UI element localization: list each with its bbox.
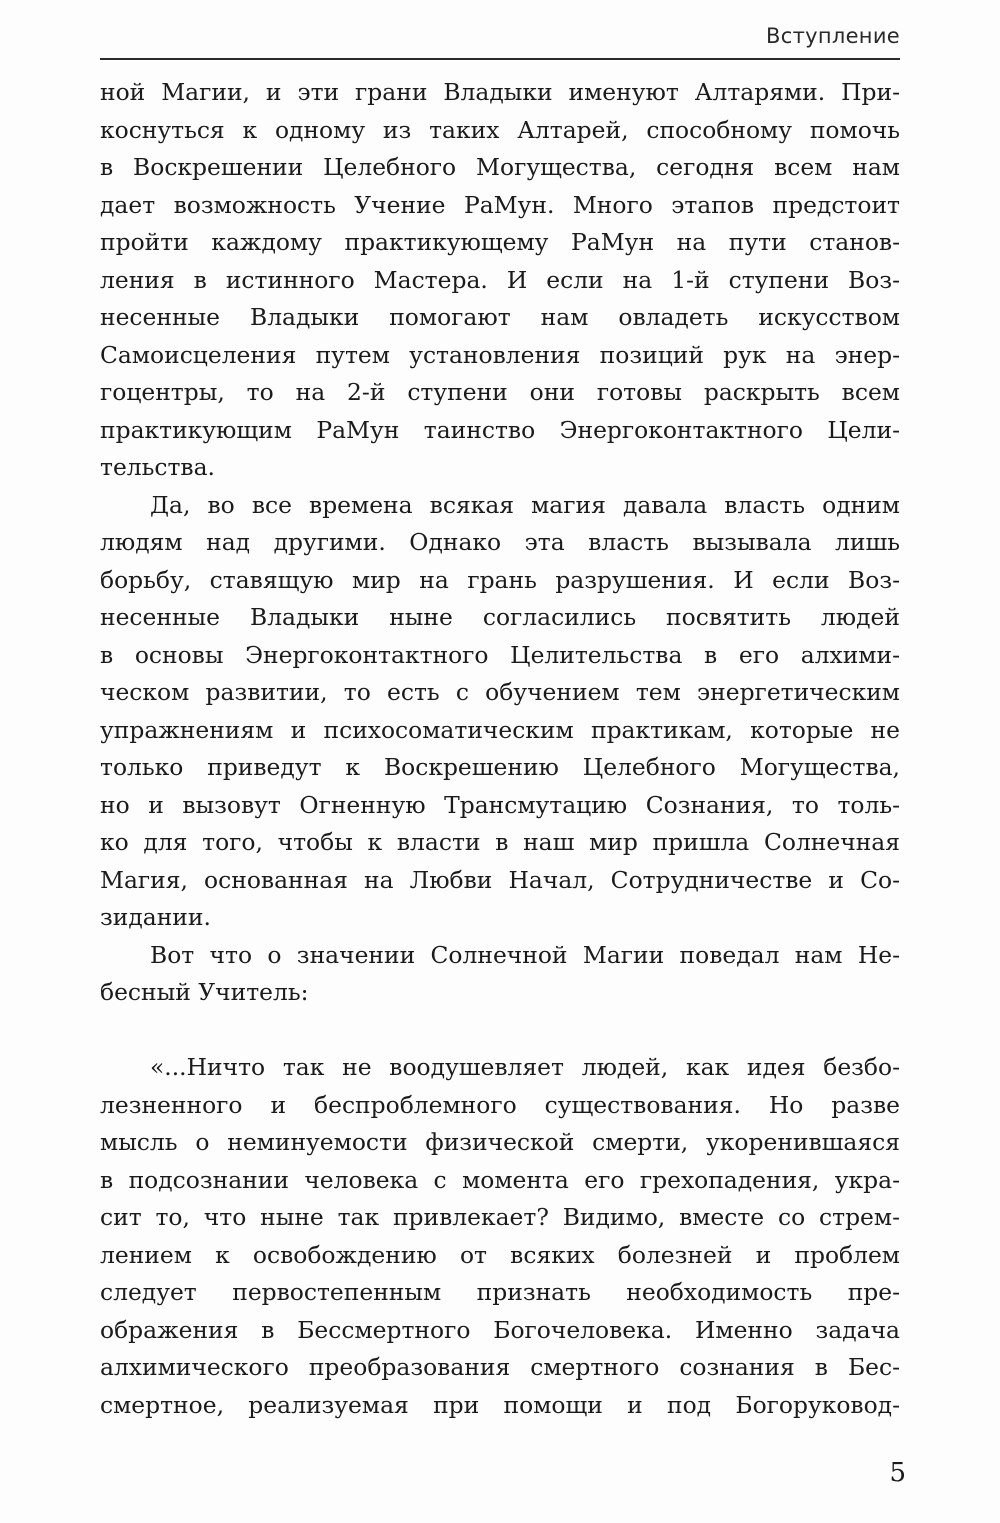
paragraph-gap xyxy=(100,1012,900,1050)
text-line: Да, во все времена всякая магия давала власть одним xyxy=(150,490,900,519)
text-line: ческом развитии, то есть с обучением тем энергетическим xyxy=(100,678,900,706)
text-line: следует первостепенным признать необходимость пре- xyxy=(100,1278,900,1306)
text-line: мысль о неминуемости физической смерти, укоренившаяся xyxy=(100,1128,900,1156)
text-line: в Воскрешении Целебного Могущества, сегодня всем нам xyxy=(100,153,900,181)
text-line: несенные Владыки ныне согласились посвятить людей xyxy=(100,603,900,631)
text-line: зидании. xyxy=(100,903,211,931)
text-line: лением к освобождению от всяких болезней и проблем xyxy=(100,1240,900,1269)
text-line: но и вызовут Огненную Трансмутацию Сознания, то толь- xyxy=(100,790,900,819)
text-line: ображения в Бессмертного Богочеловека. Именно задача xyxy=(100,1315,900,1344)
text-line: гоцентры, то на 2-й ступени они готовы раскрыть всем xyxy=(100,378,900,406)
text-line: лезненного и беспроблемного существования. Но разве xyxy=(100,1090,900,1119)
running-header xyxy=(100,22,900,60)
page-number: 5 xyxy=(889,1458,906,1488)
text-line: алхимического преобразования смертного сознания в Бес- xyxy=(100,1353,900,1381)
text-line: ко для того, чтобы к власти в наш мир пришла Солнечная xyxy=(100,828,900,856)
text-line: упражнениям и психосоматическим практикам, которые не xyxy=(100,715,900,744)
text-line: ления в истинного Мастера. И если на 1-й ступени Воз- xyxy=(100,265,900,294)
text-line: тельства. xyxy=(100,453,215,481)
text-line: людям над другими. Однако эта власть вызывала лишь xyxy=(100,528,900,556)
text-line: бесный Учитель: xyxy=(100,978,309,1006)
body-text xyxy=(100,74,900,1424)
text-line: Самоисцеления путем установления позиций рук на энер- xyxy=(100,340,900,369)
text-line: только приведут к Воскрешению Целебного Могущества, xyxy=(100,753,900,781)
text-line: в подсознании человека с момента его грехопадения, укра- xyxy=(100,1165,900,1194)
paragraph-3 xyxy=(100,937,900,1012)
text-line: несенные Владыки помогают нам овладеть искусством xyxy=(100,303,900,331)
text-line: сит то, что ныне так привлекает? Видимо, вместе со стрем- xyxy=(100,1203,900,1231)
paragraph-2 xyxy=(100,487,900,937)
text-line: Вот что о значении Солнечной Магии поведал нам Не- xyxy=(150,940,900,969)
text-line: борьбу, ставящую мир на грань разрушения. И если Воз- xyxy=(100,565,900,594)
text-line: ной Магии, и эти грани Владыки именуют Алтарями. При- xyxy=(100,78,900,106)
text-line: в основы Энергоконтактного Целительства в его алхими- xyxy=(100,640,900,669)
text-line: «...Ничто так не воодушевляет людей, как идея безбо- xyxy=(150,1053,900,1081)
chapter-title: Вступление xyxy=(766,24,900,48)
text-line: Магия, основанная на Любви Начал, Сотрудничестве и Со- xyxy=(100,865,900,894)
paragraph-1 xyxy=(100,74,900,487)
text-line: пройти каждому практикующему РаМун на пути станов- xyxy=(100,228,900,256)
text-line: дает возможность Учение РаМун. Много этапов предстоит xyxy=(100,190,900,219)
quote xyxy=(100,1049,900,1424)
text-line: коснуться к одному из таких Алтарей, способному помочь xyxy=(100,115,900,144)
text-line: смертное, реализуемая при помощи и под Богоруковод- xyxy=(100,1390,900,1419)
text-line: практикующим РаМун таинство Энергоконтактного Цели- xyxy=(100,415,900,444)
